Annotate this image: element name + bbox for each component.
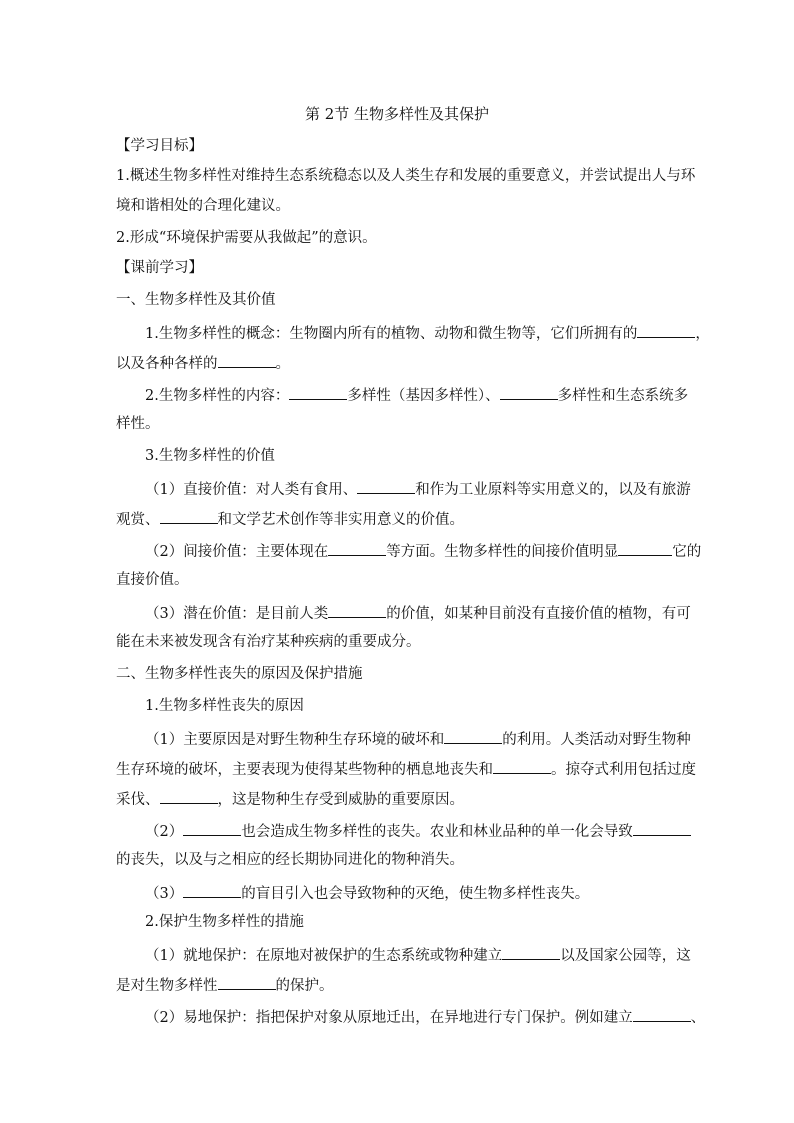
objective-1-line-1: 1.概述生物多样性对维持生态系统稳态以及人类生存和发展的重要意义，并尝试提出人与环 [116, 168, 696, 184]
blank [493, 758, 551, 774]
blank [444, 728, 502, 744]
blank [218, 352, 276, 368]
text: （2） [145, 824, 184, 840]
text: 的盲目引入也会导致物种的灭绝，使生物多样性丧失。 [241, 886, 590, 902]
text: 是对生物多样性 [116, 978, 218, 994]
text: 的价值，如某种目前没有直接价值的植物，有可 [386, 606, 691, 622]
text: 生存环境的破坏，主要表现为使得某些物种的栖息地丧失和 [116, 762, 493, 778]
cause-1-line-2 [116, 758, 696, 780]
page-title: 第 2节 生物多样性及其保护 [304, 105, 490, 123]
blank [500, 384, 558, 400]
text: 以及国家公园等，这 [560, 948, 691, 964]
text: 观赏、 [116, 512, 160, 528]
blank [502, 944, 560, 960]
objective-2: 2.形成“环境保护需要从我做起”的意识。 [116, 230, 377, 246]
indirect-value-line-1 [145, 540, 701, 562]
text: 也会造成生物多样性的丧失。农业和林业品种的单一化会导致 [241, 824, 633, 840]
blank [357, 478, 415, 494]
text: 多样性和生态系统多 [557, 388, 689, 404]
content-line-2: 样性。 [116, 416, 160, 432]
text: 采伐、 [116, 792, 160, 808]
concept-line-1 [145, 322, 710, 344]
text: 。 [275, 356, 290, 372]
section-2-heading: 二、生物多样性丧失的原因及保护措施 [116, 666, 363, 682]
measure-1-line-1 [145, 944, 691, 966]
text: 和作为工业原料等实用意义的，以及有旅游 [415, 482, 691, 498]
objective-1-line-2: 境和谐相处的合理化建议。 [116, 198, 290, 214]
value-heading: 3.生物多样性的价值 [145, 448, 275, 464]
text: （2）易地保护：指把保护对象从原地迁出，在异地进行专门保护。例如建立 [145, 1010, 633, 1026]
blank [633, 820, 691, 836]
direct-value-line-2 [116, 508, 464, 530]
cause-2-line-2: 的丧失，以及与之相应的经长期协同进化的物种消失。 [116, 852, 464, 868]
concept-line-2 [116, 352, 290, 374]
measure-2-line-1 [145, 1006, 705, 1028]
text: 等方面。生物多样性的间接价值明显 [386, 544, 619, 560]
content-line-1 [145, 384, 688, 406]
text: ，这是物种生存受到威胁的重要原因。 [217, 792, 464, 808]
blank [633, 1006, 691, 1022]
text: （1）直接价值：对人类有食用、 [145, 482, 358, 498]
blank [328, 540, 386, 556]
text: 1.生物多样性的概念：生物圈内所有的植物、动物和微生物等，它们所拥有的 [145, 326, 638, 342]
blank [160, 508, 218, 524]
cause-1-line-1 [145, 728, 691, 750]
text: 以及各种各样的 [116, 356, 218, 372]
text: 多样性（基因多样性）、 [347, 388, 500, 404]
objectives-heading: 【学习目标】 [116, 138, 203, 154]
blank [183, 820, 241, 836]
text: （1）主要原因是对野生物种生存环境的破坏和 [145, 732, 445, 748]
text: 的保护。 [275, 978, 334, 994]
potential-value-line-1 [145, 602, 691, 624]
cause-1-line-3 [116, 788, 464, 810]
text: 的利用。人类活动对野生物种 [502, 732, 691, 748]
blank [328, 602, 386, 618]
direct-value-line-1 [145, 478, 691, 500]
blank [183, 882, 241, 898]
text: （3） [145, 886, 184, 902]
section-1-heading: 一、生物多样性及其价值 [116, 292, 276, 308]
measures-heading: 2.保护生物多样性的措施 [145, 914, 304, 930]
blank [160, 788, 218, 804]
text: 它的 [672, 544, 702, 560]
text: ， [695, 326, 710, 342]
text: 。掠夺式利用包括过度 [551, 762, 696, 778]
causes-heading: 1.生物多样性丧失的原因 [145, 698, 304, 714]
blank [637, 322, 695, 338]
text: 和文学艺术创作等非实用意义的价值。 [217, 512, 464, 528]
blank [618, 540, 672, 556]
cause-3 [145, 882, 589, 904]
measure-1-line-2 [116, 974, 334, 996]
potential-value-line-2: 能在未来被发现含有治疗某种疾病的重要成分。 [116, 634, 421, 650]
blank [218, 974, 276, 990]
text: （1）就地保护：在原地对被保护的生态系统或物种建立 [145, 948, 503, 964]
text: （3）潜在价值：是目前人类 [145, 606, 329, 622]
indirect-value-line-2: 直接价值。 [116, 572, 189, 588]
cause-2-line-1 [145, 820, 691, 842]
text: 2.生物多样性的内容： [145, 388, 290, 404]
text: 、 [690, 1010, 706, 1026]
blank [289, 384, 347, 400]
text: （2）间接价值：主要体现在 [145, 544, 329, 560]
prestudy-heading: 【课前学习】 [116, 260, 203, 276]
